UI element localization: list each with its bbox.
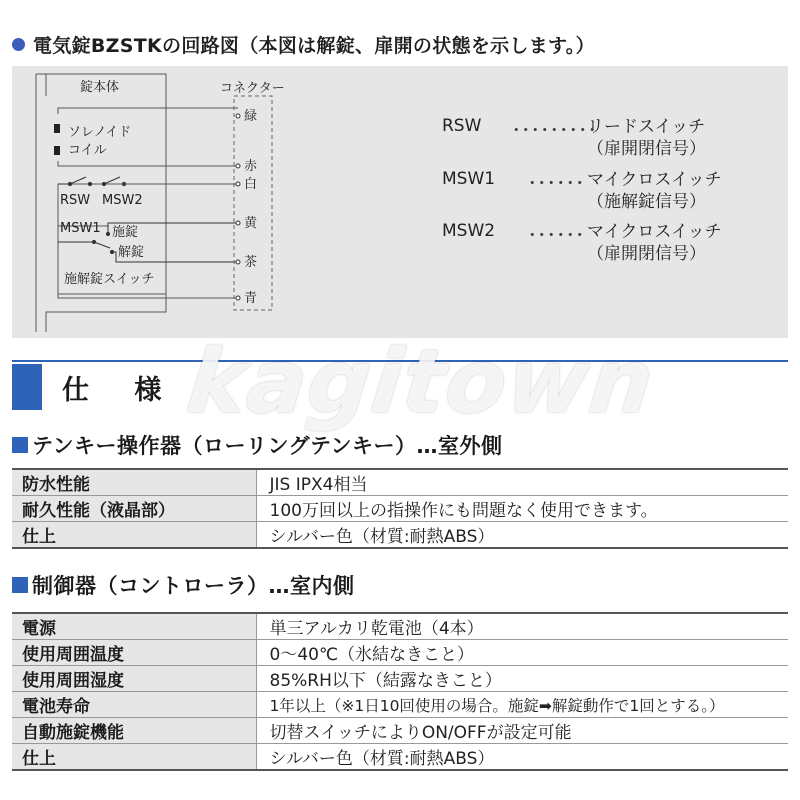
spec-value: 1年以上（※1日10回使用の場合。施錠➡解錠動作で1回とする。） <box>256 692 788 718</box>
spec-value: 単三アルカリ乾電池（4本） <box>256 613 788 640</box>
spec-heading-bar <box>12 364 42 410</box>
solenoid-label-2: コイル <box>68 143 107 158</box>
circuit-diagram-panel <box>12 66 788 338</box>
wire-white-label: 白 <box>244 177 258 192</box>
lock-body-outline <box>36 74 166 332</box>
wire-brown-label: 茶 <box>244 255 258 270</box>
wire-blue-label: 青 <box>244 291 258 306</box>
legend-desc-line: （施解錠信号） <box>587 192 706 212</box>
keypad-spec-table <box>12 468 788 549</box>
spec-label: 使用周囲湿度 <box>12 666 256 692</box>
square-bullet-icon <box>12 437 28 453</box>
watermark: kagitown <box>182 330 659 433</box>
table-row <box>12 613 788 640</box>
table-row <box>12 522 788 549</box>
table-row <box>12 496 788 522</box>
wire-green-label: 緑 <box>244 109 258 124</box>
lock-body-label: 錠本体 <box>80 80 120 95</box>
wire-yellow-label: 黄 <box>244 216 258 231</box>
connector-pins <box>236 114 240 300</box>
table-row <box>12 666 788 692</box>
legend-desc-line: （扉開閉信号） <box>587 139 706 159</box>
spec-value: 100万回以上の指操作にも問題なく使用できます。 <box>256 496 788 522</box>
table-row <box>12 692 788 718</box>
legend-code: RSW <box>442 116 482 136</box>
legend-dots: ･･････ <box>528 174 585 194</box>
solenoid-coil-icon <box>54 124 60 155</box>
keypad-heading <box>12 430 502 460</box>
legend-code: MSW1 <box>442 169 496 189</box>
legend-dots: ･････････ <box>512 121 598 141</box>
circuit-heading <box>12 30 595 58</box>
solenoid-label-1: ソレノイド <box>68 125 132 140</box>
spec-value: 0～40℃（氷結なきこと） <box>256 640 788 666</box>
unlock-position-label: 解錠 <box>118 245 145 260</box>
msw2-label: MSW2 <box>102 193 143 208</box>
spec-label: 自動施錠機能 <box>12 718 256 744</box>
legend-desc-line: （扉開閉信号） <box>587 244 706 264</box>
spec-value: 切替スイッチによりON/OFFが設定可能 <box>256 718 788 744</box>
connector-box <box>234 96 272 310</box>
spec-value: 85%RH以下（結露なきこと） <box>256 666 788 692</box>
spec-label: 使用周囲温度 <box>12 640 256 666</box>
spec-value: シルバー色（材質:耐熱ABS） <box>256 522 788 549</box>
toggle-switch-label: 施解錠スイッチ <box>64 272 155 287</box>
legend-dots: ･･････ <box>528 226 585 246</box>
msw1-label: MSW1 <box>60 221 101 236</box>
spec-value: シルバー色（材質:耐熱ABS） <box>256 744 788 771</box>
spec-label: 仕上 <box>12 744 256 771</box>
spec-label: 防水性能 <box>12 469 256 496</box>
legend-description <box>587 221 787 265</box>
table-row <box>12 640 788 666</box>
spec-label: 仕上 <box>12 522 256 549</box>
spec-label: 電池寿命 <box>12 692 256 718</box>
controller-heading-text: 制御器（コントローラ）…室内側 <box>32 574 355 598</box>
controller-spec-table <box>12 612 788 771</box>
spec-label: 電源 <box>12 613 256 640</box>
legend-description <box>587 116 787 160</box>
common-wire <box>58 294 238 298</box>
table-row <box>12 469 788 496</box>
legend-desc-line: リードスイッチ <box>587 117 706 137</box>
keypad-heading-text: テンキー操作器（ローリングテンキー）…室外側 <box>32 434 503 458</box>
lock-position-label: 施錠 <box>112 225 139 240</box>
connector-label: コネクター <box>220 81 285 96</box>
circuit-heading-text: 電気錠BZSTKの回路図（本図は解錠、扉開の状態を示します。） <box>33 34 595 57</box>
legend-code: MSW2 <box>442 221 496 241</box>
spec-value: JIS IPX4相当 <box>256 469 788 496</box>
table-row <box>12 718 788 744</box>
legend-desc-line: マイクロスイッチ <box>587 222 722 242</box>
square-bullet-icon <box>12 577 28 593</box>
bullet-dot-icon <box>12 38 25 51</box>
wire-red-label: 赤 <box>244 159 258 174</box>
spec-label: 耐久性能（液晶部） <box>12 496 256 522</box>
legend-desc-line: マイクロスイッチ <box>587 170 722 190</box>
controller-heading <box>12 570 355 600</box>
rsw-label: RSW <box>60 193 91 208</box>
table-row <box>12 744 788 771</box>
spec-title: 仕 様 <box>62 375 180 406</box>
legend-description <box>587 169 787 213</box>
